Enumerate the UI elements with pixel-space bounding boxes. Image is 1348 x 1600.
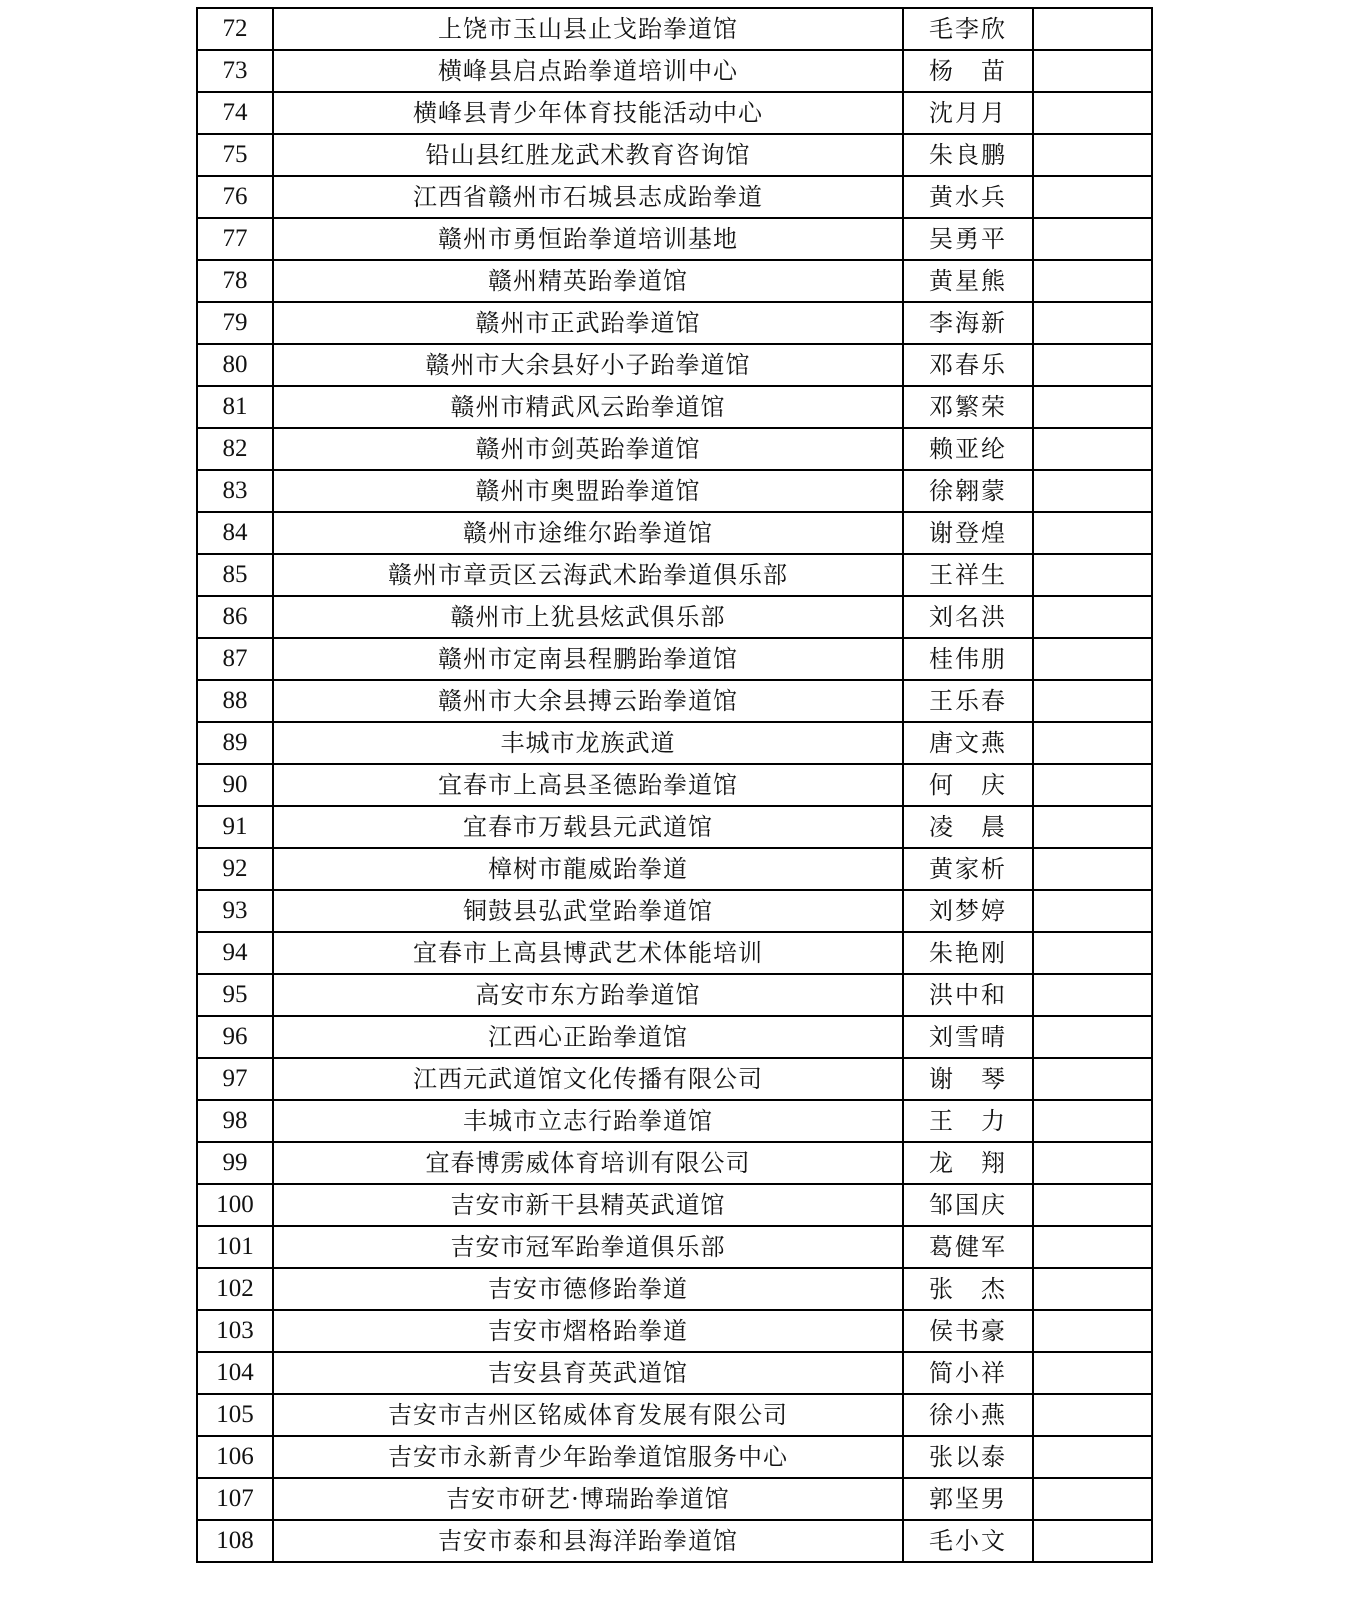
organization-name-cell: 铜鼓县弘武堂跆拳道馆 [273,890,903,932]
note-cell [1033,722,1152,764]
row-number-cell: 86 [197,596,273,638]
row-number-cell: 106 [197,1436,273,1478]
row-number-cell: 89 [197,722,273,764]
contact-person-cell: 刘雪晴 [903,1016,1033,1058]
organization-name-cell: 横峰县启点跆拳道培训中心 [273,50,903,92]
row-number-cell: 88 [197,680,273,722]
organization-name-cell: 宜春市万载县元武道馆 [273,806,903,848]
contact-person-cell: 凌 晨 [903,806,1033,848]
table-row [197,344,1152,386]
contact-person-cell: 王乐春 [903,680,1033,722]
row-number-cell: 107 [197,1478,273,1520]
note-cell [1033,1184,1152,1226]
registration-table [196,7,1153,1563]
table-row [197,890,1152,932]
note-cell [1033,512,1152,554]
contact-person-cell: 简小祥 [903,1352,1033,1394]
row-number-cell: 100 [197,1184,273,1226]
contact-person-cell: 张以泰 [903,1436,1033,1478]
note-cell [1033,764,1152,806]
contact-person-cell: 张 杰 [903,1268,1033,1310]
contact-person-cell: 赖亚纶 [903,428,1033,470]
note-cell [1033,134,1152,176]
row-number-cell: 72 [197,8,273,50]
contact-person-cell: 杨 苗 [903,50,1033,92]
note-cell [1033,890,1152,932]
contact-person-cell: 黄星熊 [903,260,1033,302]
organization-name-cell: 吉安市新干县精英武道馆 [273,1184,903,1226]
organization-name-cell: 宜春市上高县博武艺术体能培训 [273,932,903,974]
contact-person-cell: 李海新 [903,302,1033,344]
contact-person-cell: 徐翱蒙 [903,470,1033,512]
table-row [197,1436,1152,1478]
row-number-cell: 93 [197,890,273,932]
organization-name-cell: 赣州市奥盟跆拳道馆 [273,470,903,512]
row-number-cell: 77 [197,218,273,260]
table-row [197,596,1152,638]
organization-name-cell: 丰城市立志行跆拳道馆 [273,1100,903,1142]
contact-person-cell: 龙 翔 [903,1142,1033,1184]
table-row [197,1016,1152,1058]
row-number-cell: 87 [197,638,273,680]
row-number-cell: 91 [197,806,273,848]
table-row [197,1394,1152,1436]
table-row [197,1310,1152,1352]
row-number-cell: 81 [197,386,273,428]
row-number-cell: 79 [197,302,273,344]
organization-name-cell: 吉安市熠格跆拳道 [273,1310,903,1352]
contact-person-cell: 毛李欣 [903,8,1033,50]
organization-name-cell: 吉安市泰和县海洋跆拳道馆 [273,1520,903,1562]
table-row [197,1184,1152,1226]
contact-person-cell: 何 庆 [903,764,1033,806]
note-cell [1033,470,1152,512]
organization-name-cell: 赣州市精武风云跆拳道馆 [273,386,903,428]
contact-person-cell: 邹国庆 [903,1184,1033,1226]
table-row [197,1226,1152,1268]
row-number-cell: 97 [197,1058,273,1100]
organization-name-cell: 赣州市上犹县炫武俱乐部 [273,596,903,638]
note-cell [1033,680,1152,722]
table-row [197,176,1152,218]
table-row [197,1520,1152,1562]
row-number-cell: 80 [197,344,273,386]
note-cell [1033,1100,1152,1142]
row-number-cell: 83 [197,470,273,512]
organization-name-cell: 吉安市研艺·博瑞跆拳道馆 [273,1478,903,1520]
table-row [197,680,1152,722]
table-row [197,218,1152,260]
organization-name-cell: 横峰县青少年体育技能活动中心 [273,92,903,134]
contact-person-cell: 谢 琴 [903,1058,1033,1100]
row-number-cell: 76 [197,176,273,218]
row-number-cell: 84 [197,512,273,554]
note-cell [1033,218,1152,260]
table-body [197,8,1152,1562]
contact-person-cell: 吴勇平 [903,218,1033,260]
table-row [197,1352,1152,1394]
note-cell [1033,8,1152,50]
row-number-cell: 82 [197,428,273,470]
row-number-cell: 74 [197,92,273,134]
table-row [197,932,1152,974]
note-cell [1033,92,1152,134]
row-number-cell: 102 [197,1268,273,1310]
note-cell [1033,1142,1152,1184]
table-row [197,1268,1152,1310]
organization-name-cell: 江西省赣州市石城县志成跆拳道 [273,176,903,218]
table-row [197,8,1152,50]
table-row [197,428,1152,470]
organization-name-cell: 吉安市永新青少年跆拳道馆服务中心 [273,1436,903,1478]
organization-name-cell: 赣州市勇恒跆拳道培训基地 [273,218,903,260]
contact-person-cell: 桂伟朋 [903,638,1033,680]
note-cell [1033,1478,1152,1520]
row-number-cell: 101 [197,1226,273,1268]
row-number-cell: 98 [197,1100,273,1142]
table-row [197,50,1152,92]
contact-person-cell: 唐文燕 [903,722,1033,764]
contact-person-cell: 葛健军 [903,1226,1033,1268]
note-cell [1033,1268,1152,1310]
organization-name-cell: 樟树市龍威跆拳道 [273,848,903,890]
row-number-cell: 78 [197,260,273,302]
note-cell [1033,848,1152,890]
row-number-cell: 94 [197,932,273,974]
organization-name-cell: 赣州市定南县程鹏跆拳道馆 [273,638,903,680]
note-cell [1033,1310,1152,1352]
note-cell [1033,302,1152,344]
table-row [197,1058,1152,1100]
note-cell [1033,932,1152,974]
contact-person-cell: 沈月月 [903,92,1033,134]
organization-name-cell: 吉安市吉州区铭威体育发展有限公司 [273,1394,903,1436]
contact-person-cell: 徐小燕 [903,1394,1033,1436]
note-cell [1033,806,1152,848]
table-row [197,764,1152,806]
organization-name-cell: 赣州精英跆拳道馆 [273,260,903,302]
note-cell [1033,176,1152,218]
contact-person-cell: 刘名洪 [903,596,1033,638]
row-number-cell: 85 [197,554,273,596]
table-row [197,92,1152,134]
note-cell [1033,386,1152,428]
note-cell [1033,638,1152,680]
organization-name-cell: 宜春博雳威体育培训有限公司 [273,1142,903,1184]
contact-person-cell: 黄水兵 [903,176,1033,218]
note-cell [1033,260,1152,302]
note-cell [1033,596,1152,638]
organization-name-cell: 赣州市章贡区云海武术跆拳道俱乐部 [273,554,903,596]
note-cell [1033,50,1152,92]
row-number-cell: 105 [197,1394,273,1436]
note-cell [1033,1520,1152,1562]
table-row [197,1142,1152,1184]
contact-person-cell: 邓繁荣 [903,386,1033,428]
contact-person-cell: 朱艳刚 [903,932,1033,974]
note-cell [1033,1016,1152,1058]
row-number-cell: 103 [197,1310,273,1352]
organization-name-cell: 丰城市龙族武道 [273,722,903,764]
organization-name-cell: 赣州市途维尔跆拳道馆 [273,512,903,554]
note-cell [1033,428,1152,470]
table-row [197,302,1152,344]
row-number-cell: 104 [197,1352,273,1394]
organization-name-cell: 宜春市上高县圣德跆拳道馆 [273,764,903,806]
organization-name-cell: 吉安市冠军跆拳道俱乐部 [273,1226,903,1268]
contact-person-cell: 毛小文 [903,1520,1033,1562]
table-row [197,722,1152,764]
table-row [197,638,1152,680]
contact-person-cell: 王 力 [903,1100,1033,1142]
table-row [197,134,1152,176]
organization-name-cell: 赣州市大余县搏云跆拳道馆 [273,680,903,722]
row-number-cell: 108 [197,1520,273,1562]
contact-person-cell: 邓春乐 [903,344,1033,386]
contact-person-cell: 洪中和 [903,974,1033,1016]
table-row [197,512,1152,554]
table-row [197,554,1152,596]
organization-name-cell: 江西心正跆拳道馆 [273,1016,903,1058]
organization-name-cell: 高安市东方跆拳道馆 [273,974,903,1016]
contact-person-cell: 刘梦婷 [903,890,1033,932]
organization-name-cell: 赣州市正武跆拳道馆 [273,302,903,344]
contact-person-cell: 侯书豪 [903,1310,1033,1352]
note-cell [1033,1058,1152,1100]
table-row [197,1478,1152,1520]
row-number-cell: 99 [197,1142,273,1184]
row-number-cell: 96 [197,1016,273,1058]
table-row [197,1100,1152,1142]
note-cell [1033,974,1152,1016]
table-row [197,260,1152,302]
row-number-cell: 95 [197,974,273,1016]
row-number-cell: 73 [197,50,273,92]
note-cell [1033,1226,1152,1268]
note-cell [1033,1436,1152,1478]
row-number-cell: 90 [197,764,273,806]
table-row [197,470,1152,512]
note-cell [1033,554,1152,596]
table-row [197,806,1152,848]
organization-name-cell: 吉安市德修跆拳道 [273,1268,903,1310]
note-cell [1033,1352,1152,1394]
contact-person-cell: 朱良鹏 [903,134,1033,176]
organization-name-cell: 赣州市剑英跆拳道馆 [273,428,903,470]
contact-person-cell: 王祥生 [903,554,1033,596]
row-number-cell: 75 [197,134,273,176]
contact-person-cell: 郭坚男 [903,1478,1033,1520]
contact-person-cell: 黄家析 [903,848,1033,890]
row-number-cell: 92 [197,848,273,890]
contact-person-cell: 谢登煌 [903,512,1033,554]
note-cell [1033,1394,1152,1436]
organization-name-cell: 江西元武道馆文化传播有限公司 [273,1058,903,1100]
organization-name-cell: 铅山县红胜龙武术教育咨询馆 [273,134,903,176]
organization-name-cell: 赣州市大余县好小子跆拳道馆 [273,344,903,386]
organization-name-cell: 吉安县育英武道馆 [273,1352,903,1394]
note-cell [1033,344,1152,386]
organization-name-cell: 上饶市玉山县止戈跆拳道馆 [273,8,903,50]
table-row [197,848,1152,890]
table-row [197,974,1152,1016]
table-row [197,386,1152,428]
